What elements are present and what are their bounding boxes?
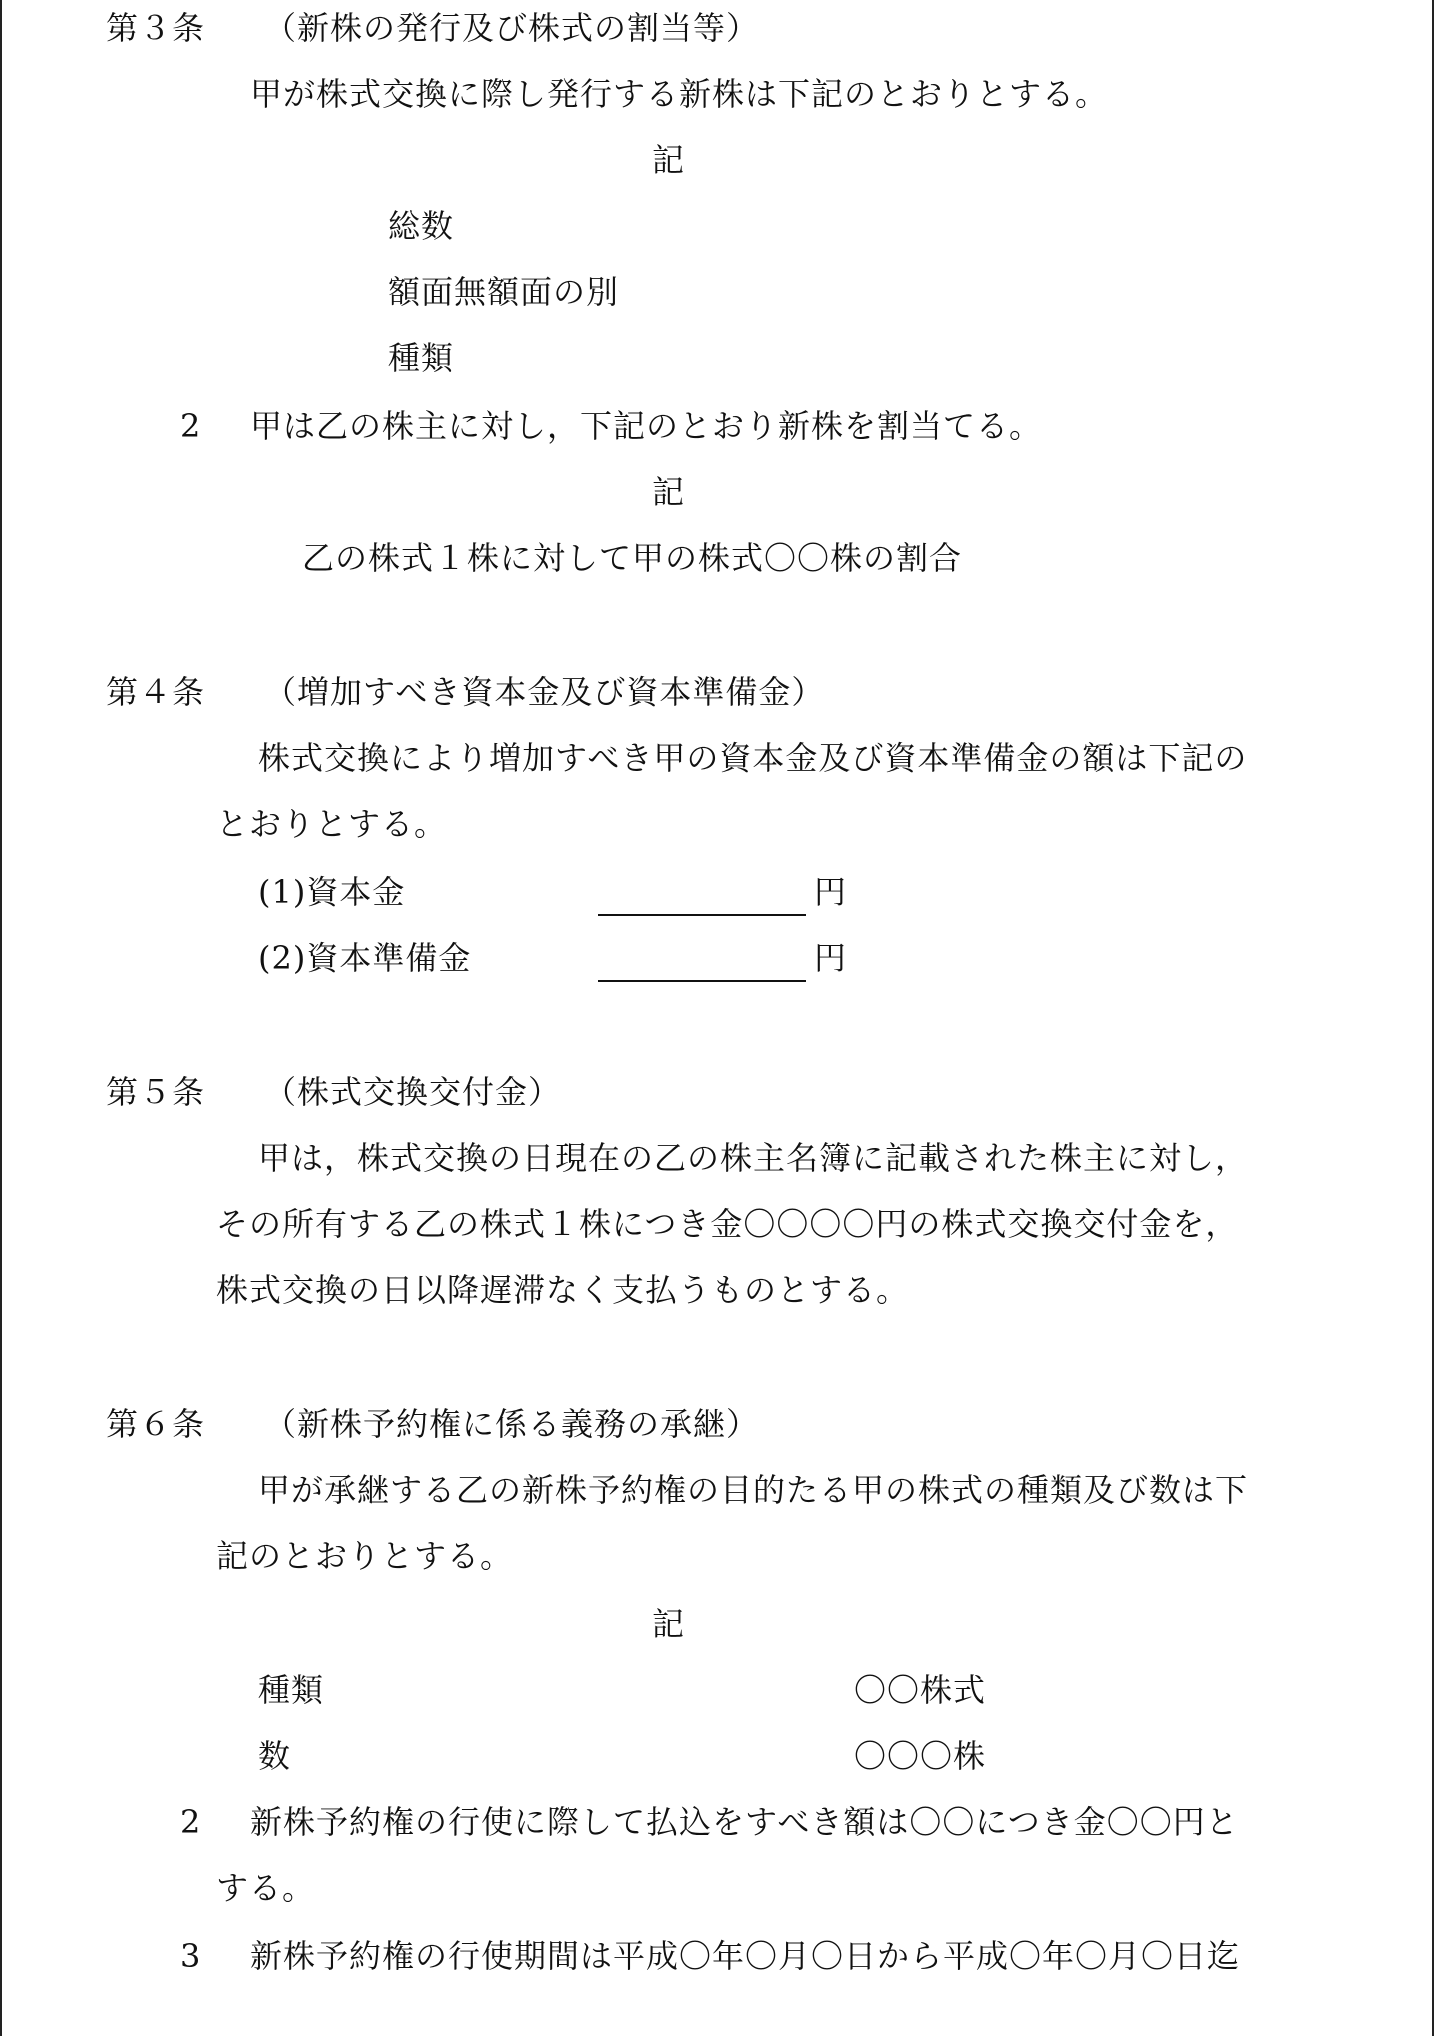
article-3-item-par-value: 額面無額面の別 [388,273,620,311]
article-6-item-number-label: 数 [258,1737,292,1775]
article-6-item-class-value: 〇〇株式 [854,1671,987,1709]
article-4-paragraph-1-line-1: 株式交換により増加すべき甲の資本金及び資本準備金の額は下記の [258,739,1248,777]
article-6-paragraph-3-number: 3 [180,1937,202,1975]
article-4-item-reserve-unit: 円 [814,939,848,977]
article-6-item-class-label: 種類 [258,1671,325,1709]
article-3-ki-heading: 記 [652,141,686,179]
article-3-number: 第３条 [106,9,206,47]
article-3-item-total: 総数 [388,207,455,245]
article-3-paragraph-2: 甲は乙の株主に対し，下記のとおり新株を割当てる。 [250,407,1043,445]
article-6-paragraph-1-line-1: 甲が承継する乙の新株予約権の目的たる甲の株式の種類及び数は下 [258,1471,1249,1509]
article-5-line-1: 甲は，株式交換の日現在の乙の株主名簿に記載された株主に対し， [258,1139,1249,1177]
article-6-title: （新株予約権に係る義務の承継） [264,1405,760,1443]
article-4-item-capital-label: (1)資本金 [258,873,406,911]
article-5-line-3: 株式交換の日以降遅滞なく支払うものとする。 [216,1271,910,1309]
article-6-paragraph-2-number: 2 [180,1803,202,1841]
article-4-item-reserve-label: (2)資本準備金 [258,939,472,977]
article-4-item-reserve-blank [598,980,806,982]
article-3-title: （新株の発行及び株式の割当等） [264,9,760,47]
article-4-number: 第４条 [106,673,206,711]
article-3-paragraph-1: 甲が株式交換に際し発行する新株は下記のとおりとする。 [250,75,1109,113]
article-3-allotment-ratio: 乙の株式１株に対して甲の株式〇〇株の割合 [302,539,963,577]
article-4-title: （増加すべき資本金及び資本準備金） [264,673,825,711]
article-3-ki-heading-2: 記 [652,473,686,511]
article-4-item-capital-unit: 円 [814,873,848,911]
article-5-title: （株式交換交付金） [264,1073,562,1111]
article-6-paragraph-3-line-1: 新株予約権の行使期間は平成〇年〇月〇日から平成〇年〇月〇日迄 [250,1937,1241,1975]
article-5-number: 第５条 [106,1073,206,1111]
article-4-paragraph-1-line-2: とおりとする。 [216,805,448,843]
article-5-line-2: その所有する乙の株式１株につき金〇〇〇〇円の株式交換交付金を， [216,1205,1239,1243]
article-6-item-number-value: 〇〇〇株 [854,1737,987,1775]
article-4-item-capital-blank [598,914,806,916]
article-6-ki-heading: 記 [652,1605,686,1643]
article-6-paragraph-1-line-2: 記のとおりとする。 [216,1537,514,1575]
article-6-paragraph-2-line-1: 新株予約権の行使に際して払込をすべき額は〇〇につき金〇〇円と [250,1803,1239,1841]
article-3-item-class: 種類 [388,339,455,377]
article-6-paragraph-2-line-2: する。 [216,1869,316,1907]
article-6-number: 第６条 [106,1405,206,1443]
article-3-paragraph-2-number: 2 [180,407,202,445]
